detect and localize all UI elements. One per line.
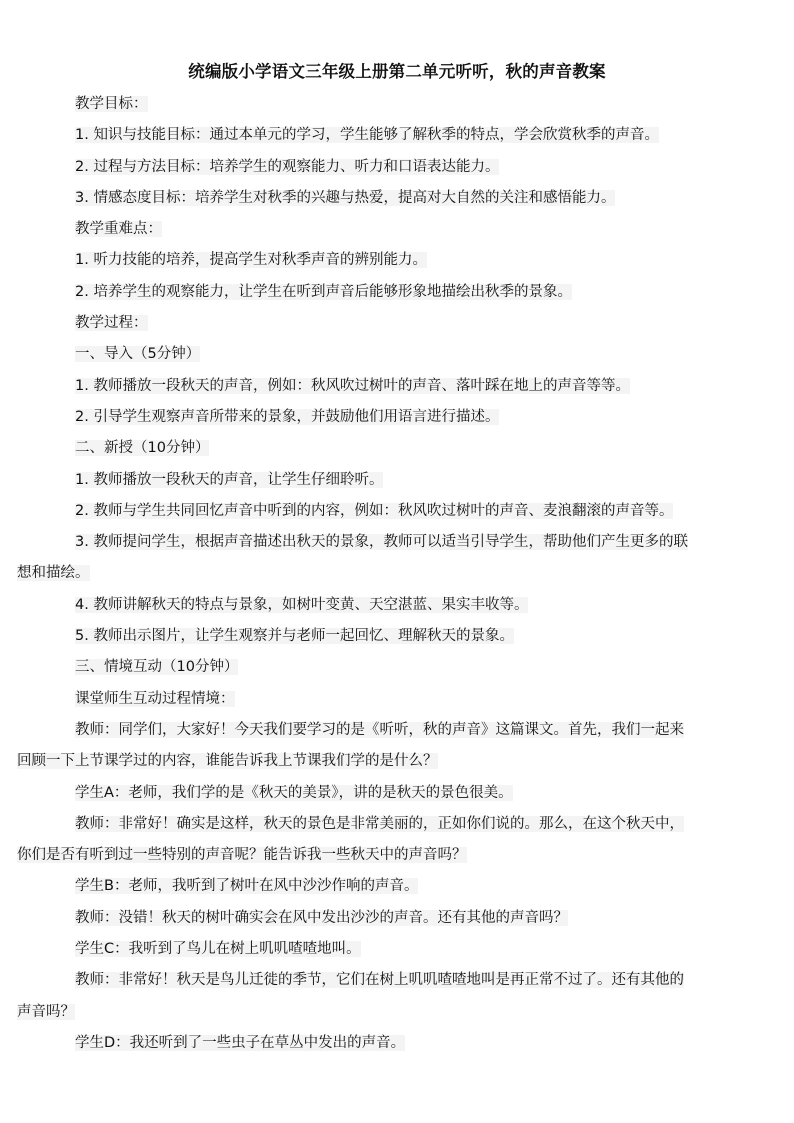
paragraph-text-continued: 回顾一下上节课学过的内容，谁能告诉我上节课我们学的是什么？ [17, 753, 438, 770]
paragraph-text: 1. 听力技能的培养，提高学生对秋季声音的辨别能力。 [75, 252, 427, 269]
paragraph [75, 939, 755, 959]
paragraph [75, 344, 755, 364]
paragraph [75, 1033, 755, 1053]
paragraph [75, 407, 755, 427]
paragraph-text: 2. 教师与学生共同回忆声音中听到的内容，例如：秋风吹过树叶的声音、麦浪翻滚的声音等。 [75, 502, 674, 519]
paragraph-text: 2. 培养学生的观察能力，让学生在听到声音后能够形象地描绘出秋季的景象。 [75, 283, 572, 300]
paragraph [75, 595, 755, 615]
paragraph [17, 970, 755, 1021]
paragraph [75, 689, 755, 709]
document-title: 统编版小学语文三年级上册第二单元听听，秋的声音教案 [188, 62, 606, 81]
paragraph-text: 2. 引导学生观察声音所带来的景象，并鼓励他们用语言进行描述。 [75, 408, 500, 425]
paragraph [75, 219, 755, 239]
paragraph-text: 教师：没错！秋天的树叶确实会在风中发出沙沙的声音。还有其他的声音吗？ [75, 909, 568, 926]
paragraph [75, 657, 755, 677]
paragraph [75, 250, 755, 270]
paragraph-text: 课堂师生互动过程情境： [75, 690, 235, 707]
paragraph-text: 一、导入（5分钟） [75, 346, 201, 363]
paragraph-text: 学生C：我听到了鸟儿在树上叽叽喳喳地叫。 [75, 941, 361, 958]
paragraph-text: 学生B：老师，我听到了树叶在风中沙沙作响的声音。 [75, 878, 419, 895]
paragraph-text: 1. 教师播放一段秋天的声音，让学生仔细聆听。 [75, 471, 384, 488]
paragraph [75, 470, 755, 490]
paragraph-text: 教学目标： [75, 96, 148, 112]
paragraph [75, 626, 755, 646]
paragraph-text: 教师：非常好！秋天是鸟儿迁徙的季节，它们在树上叽叽喳喳地叫是再正常不过了。还有其他的 [75, 972, 684, 989]
paragraph-text: 教学重难点： [75, 221, 162, 238]
paragraph-text: 3. 教师提问学生，根据声音描述出秋天的景象，教师可以适当引导学生，帮助他们产生更多的联 [75, 534, 688, 551]
paragraph-text-continued: 你们是否有听到过一些特别的声音呢？能告诉我一些秋天中的声音吗？ [17, 847, 467, 864]
paragraph-text: 1. 教师播放一段秋天的声音，例如：秋风吹过树叶的声音、落叶踩在地上的声音等等。 [75, 377, 630, 394]
document-body [17, 94, 755, 1064]
paragraph [75, 438, 755, 458]
paragraph [75, 501, 755, 521]
paragraph-text: 教学过程： [75, 315, 148, 332]
paragraph-text: 三、情境互动（10分钟） [75, 659, 239, 676]
paragraph [17, 532, 755, 583]
paragraph [75, 376, 755, 396]
paragraph [75, 876, 755, 896]
paragraph [17, 814, 755, 865]
paragraph [75, 313, 755, 333]
paragraph [75, 188, 755, 208]
paragraph-text: 1. 知识与技能目标：通过本单元的学习，学生能够了解秋季的特点，学会欣赏秋季的声音。 [75, 127, 659, 144]
paragraph-text: 二、新授（10分钟） [75, 440, 210, 457]
paragraph-text: 学生A：老师，我们学的是《秋天的美景》，讲的是秋天的景色很美。 [75, 784, 513, 801]
paragraph [75, 783, 755, 803]
paragraph [75, 157, 755, 177]
paragraph [75, 908, 755, 928]
paragraph [17, 720, 755, 771]
paragraph-text: 教师：同学们，大家好！今天我们要学习的是《听听，秋的声音》这篇课文。首先，我们一起来 [75, 721, 684, 738]
paragraph-text-continued: 声音吗？ [17, 1003, 75, 1020]
paragraph-text-continued: 想和描绘。 [17, 565, 90, 582]
paragraph-text: 学生D：我还听到了一些虫子在草丛中发出的声音。 [75, 1034, 406, 1051]
paragraph [75, 125, 755, 145]
paragraph [75, 94, 755, 114]
paragraph-text: 教师：非常好！确实是这样，秋天的景色是非常美丽的，正如你们说的。那么，在这个秋天中， [75, 815, 684, 832]
paragraph-text: 3. 情感态度目标：培养学生对秋季的兴趣与热爱，提高对大自然的关注和感悟能力。 [75, 189, 616, 206]
paragraph [75, 282, 755, 302]
paragraph-text: 2. 过程与方法目标：培养学生的观察能力、听力和口语表达能力。 [75, 158, 500, 175]
paragraph-text: 5. 教师出示图片，让学生观察并与老师一起回忆、理解秋天的景象。 [75, 628, 514, 645]
paragraph-text: 4. 教师讲解秋天的特点与景象，如树叶变黄、天空湛蓝、果实丰收等。 [75, 596, 529, 613]
